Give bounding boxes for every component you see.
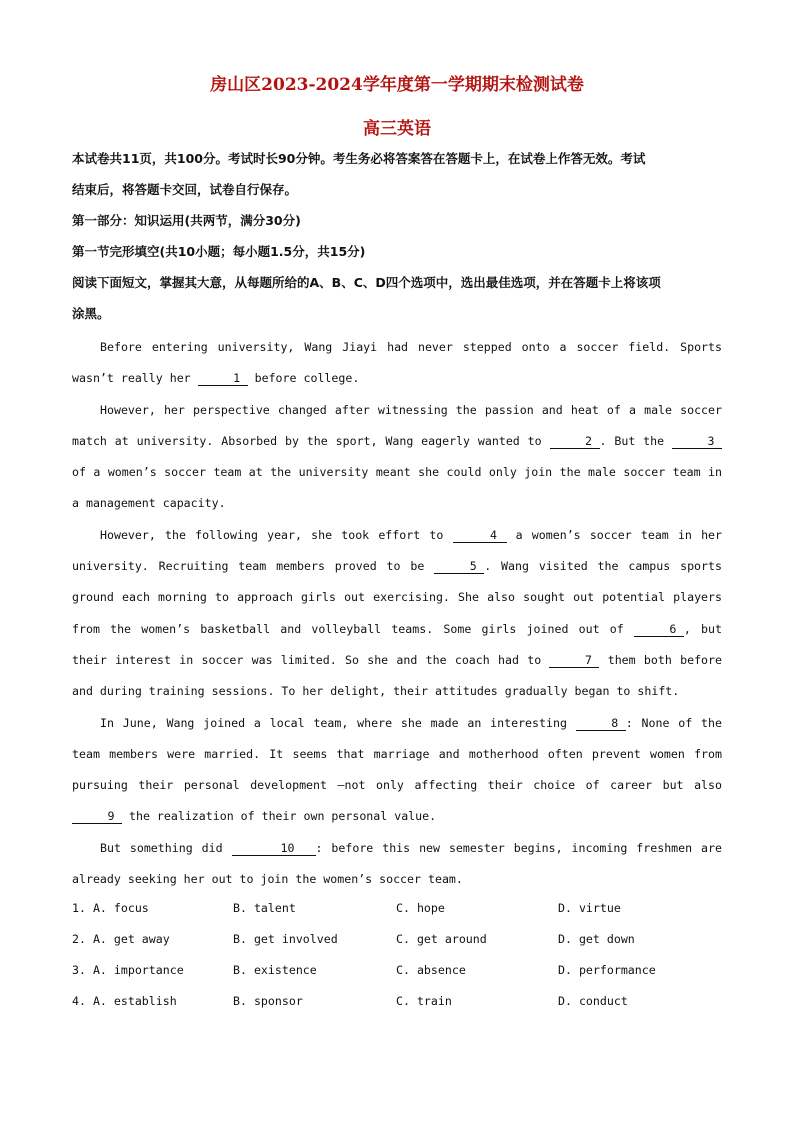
blank-9: 9 [72, 809, 122, 824]
direction-line: 阅读下面短文，掌握其大意，从每题所给的A、B、C、D四个选项中，选出最佳选项，并在答题卡上将该项 [72, 275, 661, 290]
option-d: D. virtue [558, 901, 621, 915]
instruction-line: 结束后，将答题卡交回，试卷自行保存。 [72, 182, 298, 197]
option-d: D. get down [558, 932, 635, 946]
option-b: B. get involved [233, 932, 338, 946]
direction-line: 涂黑。 [72, 306, 110, 321]
question-row [72, 893, 722, 924]
option-a: 4. A. establish [72, 994, 177, 1008]
option-c: C. train [396, 994, 452, 1008]
exam-subtitle: 高三英语 [363, 119, 431, 139]
option-d: D. conduct [558, 994, 628, 1008]
blank-8: 8 [576, 716, 626, 731]
option-d: D. performance [558, 963, 656, 977]
option-c: C. absence [396, 963, 466, 977]
option-b: B. existence [233, 963, 317, 977]
blank-5: 5 [434, 559, 484, 574]
option-a: 2. A. get away [72, 932, 170, 946]
blank-3: 3 [672, 434, 722, 449]
part-heading: 第一部分：知识运用(共两节，满分30分) [72, 213, 301, 228]
blank-7: 7 [549, 653, 599, 668]
instructions [72, 143, 722, 329]
passage-paragraph: However, the following year, she took effort to 4 a women’s soccer team in her university. Recruiting team members proved to be 5 . Wang visited the campus sports ground each morning to approach girls out exercising. She also sought out potential players from the women’s basketball and volleyball teams. Some girls joined out of 6 , but their interest in soccer was limited. So she and the coach had to 7 them both before and during training sessions. To her delight, their attitudes gradually began to shift. [72, 527, 723, 699]
section-heading: 第一节完形填空(共10小题；每小题1.5分，共15分) [72, 244, 366, 259]
passage-paragraph: However, her perspective changed after witnessing the passion and heat of a male soccer match at university. Absorbed by the sport, Wang eagerly wanted to 2 . But the 3 of a women’s soccer team at the university meant she could only join the male soccer team in a management capacity. [72, 402, 722, 511]
option-a: 3. A. importance [72, 963, 184, 977]
option-a: 1. A. focus [72, 901, 149, 915]
question-row [72, 955, 722, 986]
question-row [72, 986, 722, 1017]
option-c: C. hope [396, 901, 445, 915]
question-row [72, 924, 722, 955]
blank-10: 10 [232, 841, 316, 856]
blank-4: 4 [453, 528, 507, 543]
blank-1: 1 [198, 371, 248, 386]
passage-paragraph: But something did 10 : before this new semester begins, incoming freshmen are already seeking her out to join the women’s soccer team. [72, 840, 722, 887]
cloze-passage [72, 332, 722, 895]
passage-paragraph: Before entering university, Wang Jiayi had never stepped onto a soccer field. Sports wasn’t really her 1 before college. [72, 340, 722, 386]
exam-title: 房山区2023-2024学年度第一学期期末检测试卷 [210, 75, 584, 95]
option-c: C. get around [396, 932, 487, 946]
blank-6: 6 [634, 622, 684, 637]
option-b: B. talent [233, 901, 296, 915]
options-list [72, 893, 722, 1017]
option-b: B. sponsor [233, 994, 303, 1008]
instruction-line: 本试卷共11页，共100分。考试时长90分钟。考生务必将答案答在答题卡上，在试卷上作答无效。考试 [72, 151, 646, 166]
passage-paragraph: In June, Wang joined a local team, where she made an interesting 8 : None of the team members were married. It seems that marriage and motherhood often prevent women from pursuing their personal development —not only affecting their choice of career but also 9 the realization of their own personal value. [72, 715, 722, 824]
blank-2: 2 [550, 434, 600, 449]
